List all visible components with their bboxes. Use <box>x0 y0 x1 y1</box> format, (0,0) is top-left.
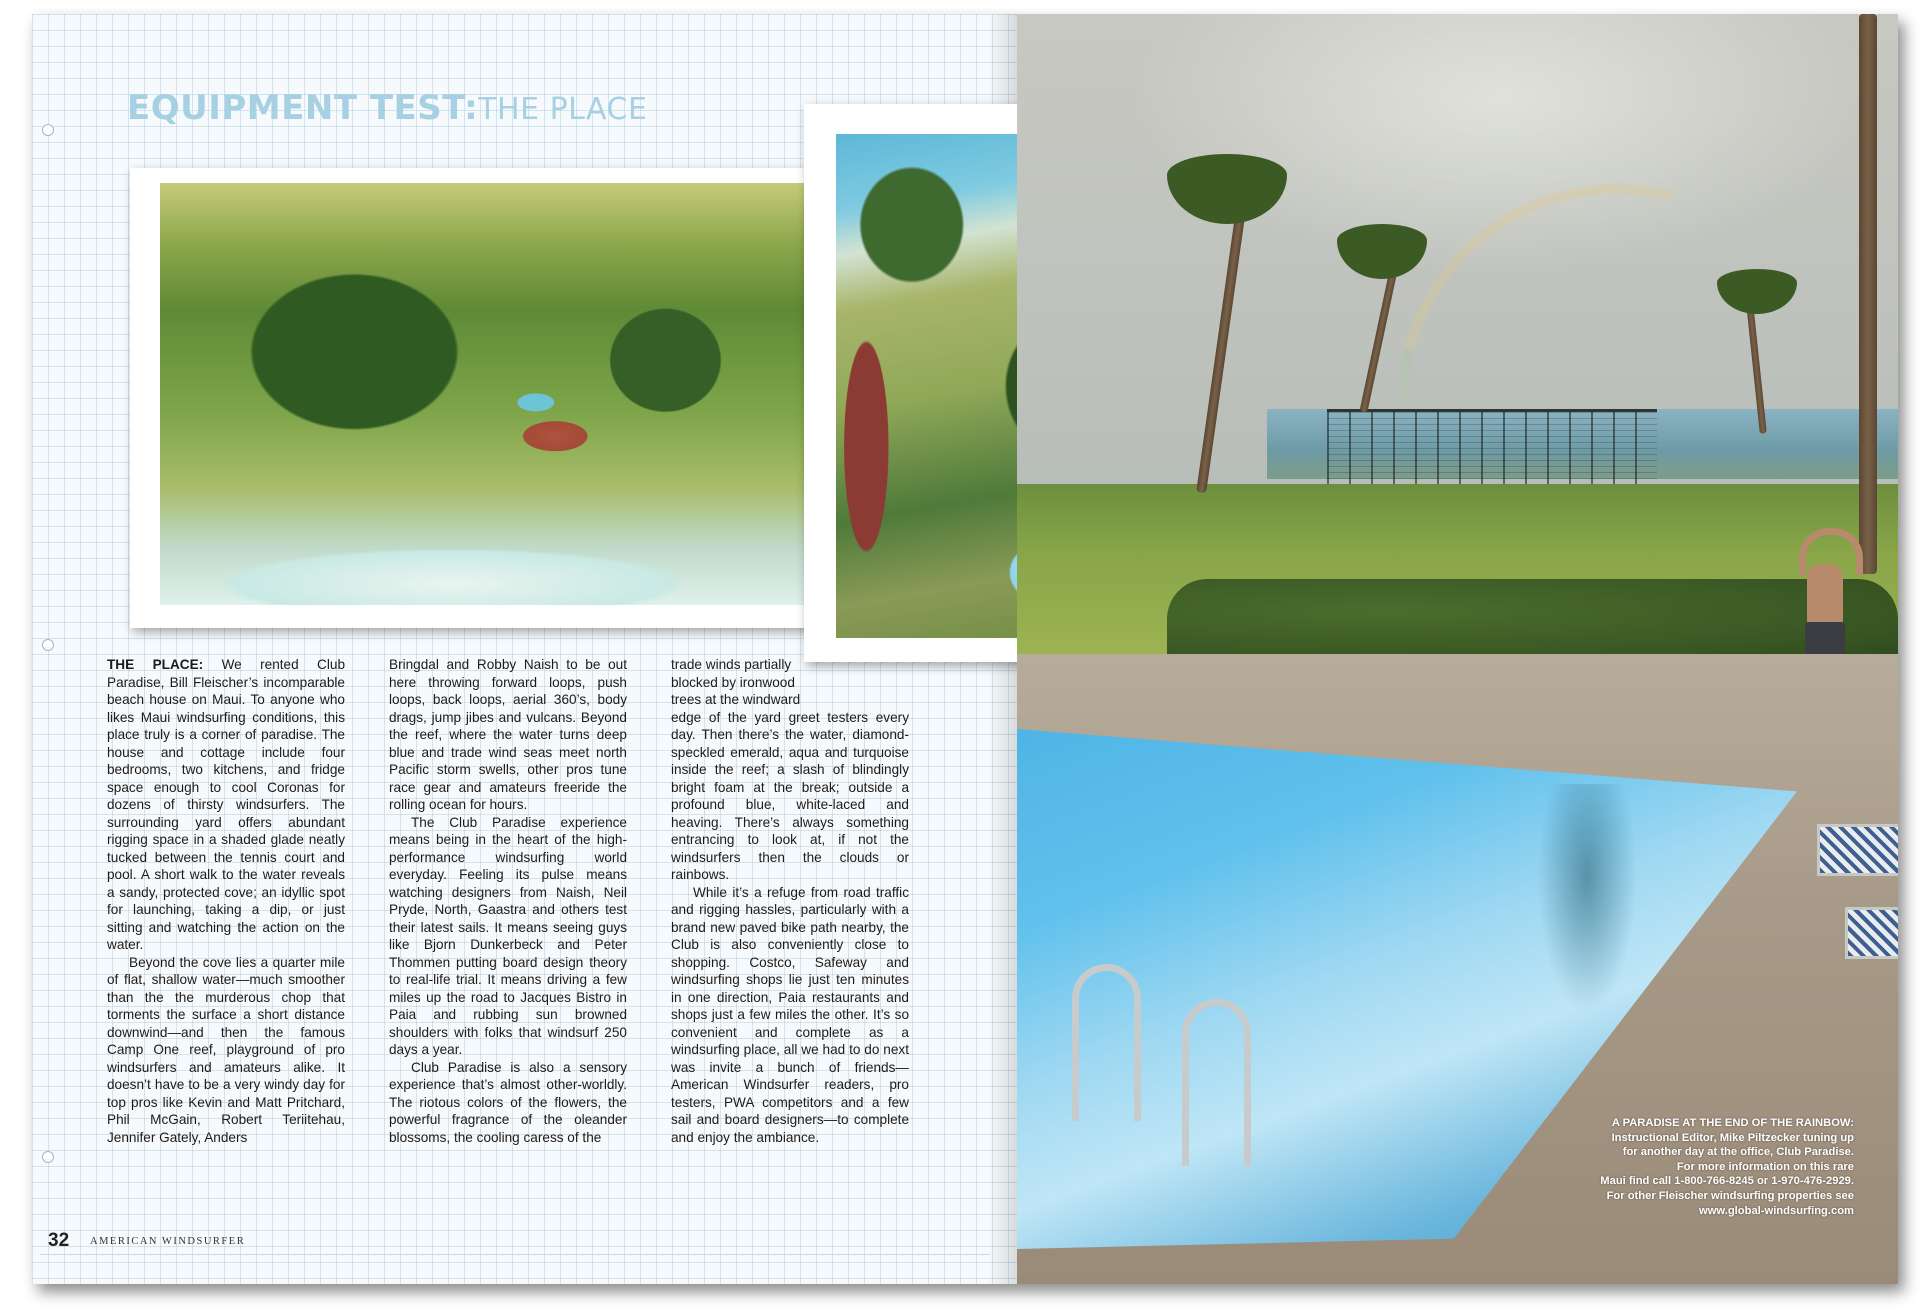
caption-title: A PARADISE AT THE END OF THE RAINBOW: <box>1611 1117 1854 1129</box>
lounge-chair <box>1845 907 1898 959</box>
caption-line: Instructional Editor, Mike Piltzecker tuning up <box>1611 1131 1854 1144</box>
paragraph: edge of the yard greet testers every day. Then there’s the water, diamond-speckled emerald, aqua and turquoise inside the reef; a slash of blindingly bright foam at the break; outside a profound blue, white-laced and heaving. There’s always something entrancing to look at, if not the windsurfers then the clouds or rainbows. <box>671 709 909 882</box>
magazine-name: AMERICAN WINDSURFER <box>90 1236 246 1247</box>
binder-hole-middle <box>42 639 54 651</box>
paragraph: Bringdal and Robby Naish to be out here throwing forward loops, push loops, back loops, aerial 360’s, body drags, jump jibes and vulcans. Beyond the reef, where the water turns deep blue and trade wind seas meet north Pacific storm swells, other pros tune race gear and amateurs freeride the rolling ocean for hours. <box>389 657 627 812</box>
paragraph: trade winds partially blocked by ironwood trees at the windward <box>671 657 801 707</box>
caption-line: Maui find call 1-800-766-8245 or 1-970-476-2929. <box>1600 1175 1854 1188</box>
binder-hole-bottom <box>42 1151 54 1163</box>
paragraph <box>107 656 345 954</box>
paragraph: While it’s a refuge from road traffic and rigging hassles, particularly with a brand new paved bike path nearby, the Club is also conveniently close to shopping. Costco, Safeway and windsurfing shops lie just ten minutes in one direction, Paia restaurants and shops just a few miles the other. It’s so convenient and complete as a windsurfing place, all we had to do next was invite a bunch of friends—American Windsurfer readers, pro testers, PWA competitors and a few sail and board designers—to complete and enjoy the ambiance. <box>671 884 909 1145</box>
paragraph-text: We rented Club Paradise, Bill Fleischer’s incomparable beach house on Maui. To anyone who likes Maui windsurfing conditions, this place truly is a corner of paradise. The house and cottage include four bedrooms, two kitchens, and fridge space enough to cool Coronas for dozens of thirsty windsurfers. The surrounding yard offers abundant rigging space in a shaded glade neatly tucked between the tennis court and pool. A short walk to the water reveals a sandy, protected cove; an idyllic spot for launching, taking a dip, or just sitting and watching the action on the water. <box>107 657 346 952</box>
paragraph: Beyond the cove lies a quarter mile of flat, shallow water—much smoother than the the murderous chop that torments the surface a short distance downwind—and then the famous Camp One reef, playground of pro windsurfers and amateurs alike. It doesn’t have to be a very windy day for top pros like Kevin and Matt Pritchard, Phil McGain, Robert Teriitehau, Jennifer Gately, Anders <box>107 954 345 1145</box>
caption-line: for another day at the office, Club Paradise. <box>1622 1146 1854 1159</box>
lounge-chair <box>1817 824 1898 876</box>
palm-trunk <box>1859 14 1877 574</box>
article-column-3 <box>671 656 909 1146</box>
photo-caption <box>1514 1116 1854 1218</box>
caption-link: www.global-windsurfing.com <box>1699 1204 1854 1217</box>
caption-line: For more information on this rare <box>1676 1160 1854 1173</box>
pool-ladder <box>1182 999 1251 1166</box>
article-column-1 <box>107 656 345 1146</box>
pool-reflection <box>1537 784 1637 1014</box>
page-number: 32 <box>48 1230 70 1251</box>
aerial-photo-club-paradise <box>160 183 808 605</box>
article-column-2 <box>389 656 627 1146</box>
right-page-photo <box>1017 14 1898 1284</box>
caption-line: For other Fleischer windsurfing properties see <box>1606 1189 1854 1202</box>
magazine-spread <box>32 14 1898 1284</box>
headline-main: EQUIPMENT TEST: <box>127 88 479 128</box>
lead-in: THE PLACE: <box>107 657 204 672</box>
headline <box>127 88 647 128</box>
paragraph: Club Paradise is also a sensory experience that’s almost other-worldly. The riotous colors of the flowers, the powerful fragrance of the oleander blossoms, the cooling caress of the <box>389 1059 627 1145</box>
binder-hole-top <box>42 124 54 136</box>
headline-sub: THE PLACE <box>478 92 648 127</box>
paragraph: The Club Paradise experience means being in the heart of the high-performance windsurfing world everyday. Feeling its pulse means watching designers from Naish, Neil Pryde, North, Gaastra and others test their latest sails. It means seeing guys like Bjorn Dunkerbeck and Peter Thommen putting board design theory to real-life trial. It means driving a few miles up the road to Jacques Bistro in Paia and rubbing sun browned shoulders with folks that windsurf 250 days a year. <box>389 814 627 1057</box>
aerial-photo-frame-1 <box>130 168 838 628</box>
person-torso <box>1807 564 1843 626</box>
footer-rule <box>40 1254 990 1255</box>
hedge <box>1167 579 1898 659</box>
pool-ladder <box>1072 964 1141 1121</box>
